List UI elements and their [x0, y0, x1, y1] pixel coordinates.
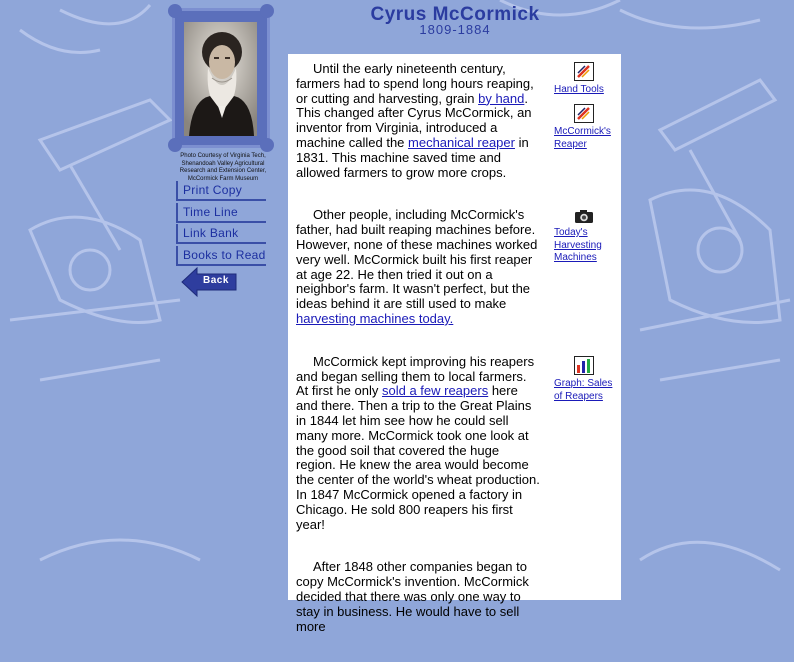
- link-by-hand[interactable]: by hand: [478, 90, 525, 106]
- paragraph-3: McCormick kept improving his reapers and began selling them to local farmers. At first he only sold a few reapers here and there. Then a trip to the Great Plains in 1844 let him see how he could sell many more. McCormick took one look at the good soil that covered the huge region. He knew the area would become the center of the world's wheat production. In 1847 McCormick opened a factory in Chicago. He sold 800 reapers his first year!: [296, 353, 540, 532]
- page-title: Cyrus McCormick: [370, 4, 540, 25]
- paragraph-2: Other people, including McCormick's father, had built reaping machines before. However, none of these machines worked very well. McCormick built his first reaper at age 22. He then tried it out on a neighbor's farm. It wasn't perfect, but the ideas behind it are still used to make harvesting machines today.: [296, 207, 538, 326]
- pencil-icon: [574, 104, 594, 123]
- photo-credit: Photo Courtesy of Virginia Tech, Shenandoah Valley Agricultural Research and Extension Center, McCormick Farm Museum: [179, 153, 267, 182]
- nav-books-to-read[interactable]: Books to Read: [176, 246, 266, 266]
- related-harvesting-machines[interactable]: [554, 209, 620, 265]
- pencil-icon: [574, 62, 594, 81]
- nav-time-line[interactable]: Time Line: [176, 203, 266, 223]
- bar-graph-icon: [574, 356, 594, 375]
- related-graph-sales-label[interactable]: Graph: Sales of Reapers: [554, 378, 613, 402]
- content-panel: [288, 54, 621, 634]
- side-nav: [176, 181, 266, 267]
- related-mccormicks-reaper[interactable]: [554, 104, 620, 151]
- link-mechanical-reaper[interactable]: mechanical reaper: [408, 134, 515, 150]
- related-hand-tools-label[interactable]: Hand Tools: [554, 84, 604, 95]
- related-hand-tools[interactable]: [554, 62, 620, 97]
- back-label: Back: [203, 275, 229, 286]
- portrait-frame: [172, 8, 270, 148]
- related-harvesting-machines-label[interactable]: Today's Harvesting Machines: [554, 227, 602, 263]
- nav-print-copy[interactable]: Print Copy: [176, 181, 266, 201]
- link-sold-a-few-reapers[interactable]: sold a few reapers: [381, 383, 489, 399]
- portrait-image: [184, 22, 257, 136]
- back-button[interactable]: [181, 267, 237, 297]
- article-body: [296, 62, 541, 662]
- related-graph-sales[interactable]: [554, 356, 620, 403]
- related-mccormicks-reaper-label[interactable]: McCormick's Reaper: [554, 126, 611, 150]
- paragraph-4: After 1848 other companies began to copy McCormick's invention. McCormick decided that there was only one way to stay in business. He would have to sell more: [296, 559, 529, 634]
- camera-icon: [574, 209, 594, 224]
- page-dates: 1809-1884: [419, 22, 491, 37]
- paragraph-1: Until the early nineteenth century, farmers had to spend long hours reaping, or cutting and harvesting, grain by hand. This changed after Cyrus McCormick, an inventor from Virginia, introduced a machine called the mechanical reaper in 1831. This machine saved time and allowed farmers to grow more crops.: [296, 61, 534, 180]
- nav-link-bank[interactable]: Link Bank: [176, 224, 266, 244]
- link-harvesting-machines[interactable]: harvesting machines today.: [296, 310, 454, 326]
